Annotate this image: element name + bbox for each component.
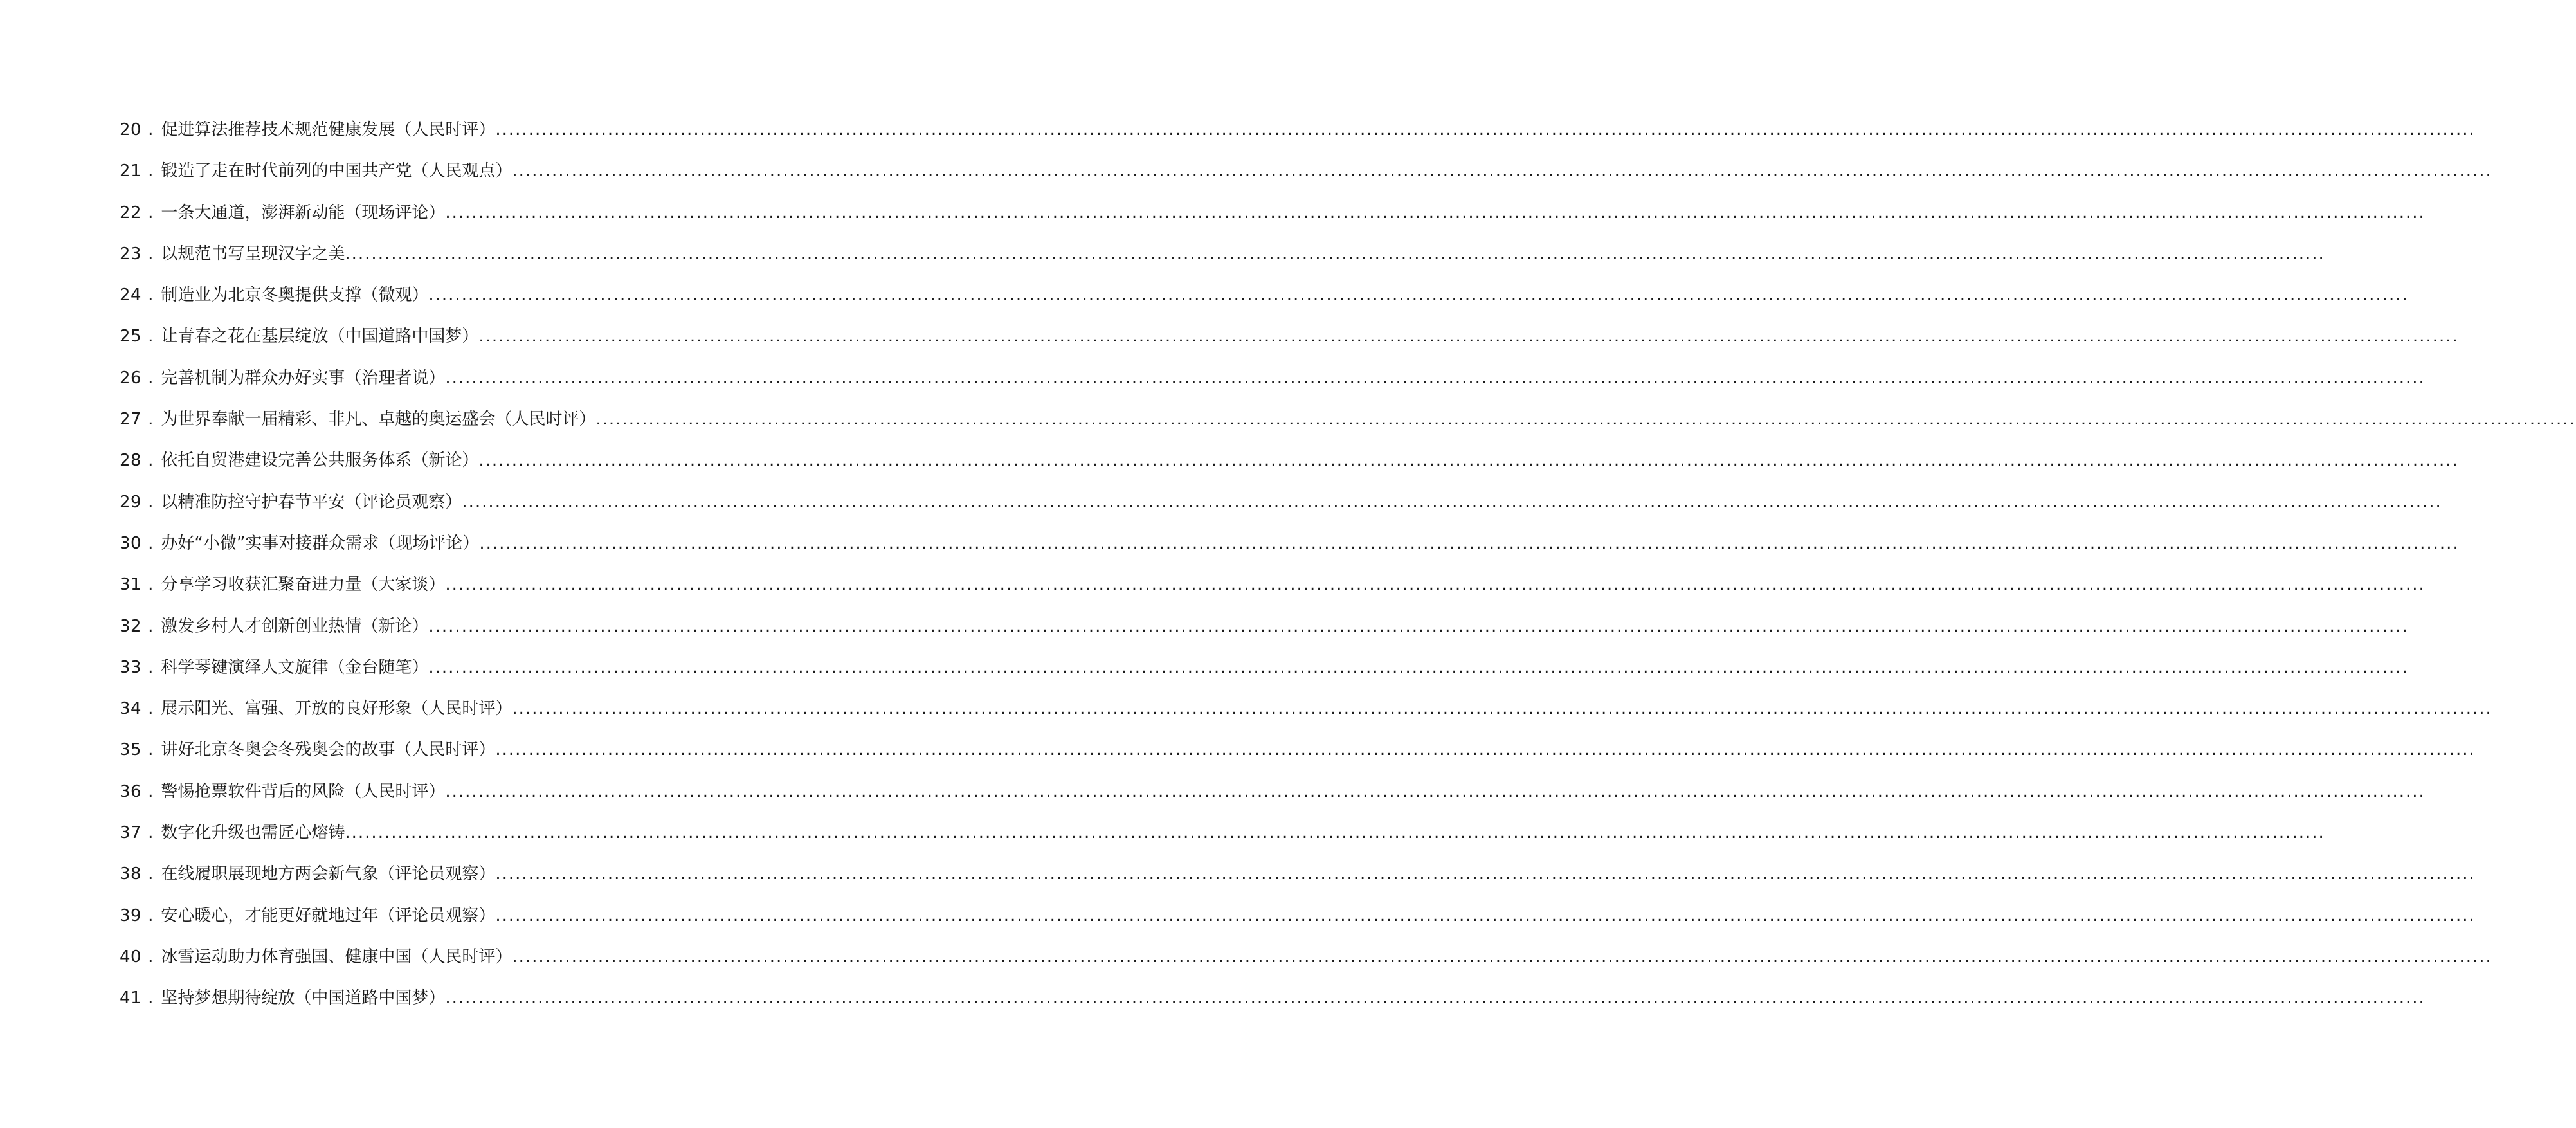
toc-entry-title: 促进算法推荐技术规范健康发展（人民时评） bbox=[161, 120, 496, 140]
toc-entry-number: 32 bbox=[120, 616, 142, 636]
toc-entry-title: 为世界奉献一届精彩、非凡、卓越的奥运盛会（人民时评） bbox=[161, 410, 596, 430]
toc-dot-leader: ............................................................................................................................................................................................................................................................................................................ bbox=[478, 451, 2459, 471]
toc-dot-leader: ............................................................................................................................................................................................................................................................................................................ bbox=[495, 864, 2476, 884]
toc-entry-separator: . bbox=[148, 905, 154, 925]
toc-entry-separator: . bbox=[148, 947, 154, 967]
toc-entry[interactable] bbox=[120, 316, 2459, 357]
toc-entry-title: 警惕抢票软件背后的风险（人民时评） bbox=[161, 781, 446, 801]
toc-entry-title: 以规范书写呈现汉字之美 bbox=[161, 244, 345, 264]
toc-entry-title: 在线履职展现地方两会新气象（评论员观察） bbox=[161, 864, 496, 884]
toc-entry[interactable] bbox=[120, 895, 2476, 936]
toc-entry-number: 27 bbox=[120, 410, 142, 430]
toc-entry-title: 让青春之花在基层绽放（中国道路中国梦） bbox=[161, 327, 479, 347]
toc-entry-number: 35 bbox=[120, 740, 142, 760]
toc-entry-number: 29 bbox=[120, 492, 142, 512]
toc-entry-title: 分享学习收获汇聚奋进力量（大家谈） bbox=[161, 575, 446, 595]
toc-dot-leader: ............................................................................................................................................................................................................................................................................................................ bbox=[445, 575, 2426, 595]
toc-dot-leader: ............................................................................................................................................................................................................................................................................................................ bbox=[428, 616, 2409, 636]
toc-entry-number: 26 bbox=[120, 368, 142, 388]
toc-entry-separator: . bbox=[148, 740, 154, 760]
toc-entry-title: 讲好北京冬奥会冬残奥会的故事（人民时评） bbox=[161, 740, 496, 760]
toc-entry-separator: . bbox=[148, 368, 154, 388]
toc-entry[interactable] bbox=[120, 853, 2476, 895]
toc-entry-separator: . bbox=[148, 327, 154, 347]
toc-entry[interactable] bbox=[120, 564, 2426, 605]
toc-entry-title: 激发乡村人才创新创业热情（新论） bbox=[161, 616, 429, 636]
toc-entry-title: 完善机制为群众办好实事（治理者说） bbox=[161, 368, 446, 388]
toc-entry-title: 安心暖心，才能更好就地过年（评论员观察） bbox=[161, 905, 496, 925]
toc-entry-number: 23 bbox=[120, 244, 142, 264]
toc-entry[interactable] bbox=[120, 729, 2476, 770]
toc-dot-leader: ............................................................................................................................................................................................................................................................................................................ bbox=[495, 740, 2476, 760]
toc-entry-number: 41 bbox=[120, 988, 142, 1008]
toc-entry-separator: . bbox=[148, 781, 154, 801]
toc-entry-number: 20 bbox=[120, 120, 142, 140]
toc-dot-leader: ............................................................................................................................................................................................................................................................................................................ bbox=[462, 492, 2442, 512]
toc-entry-number: 39 bbox=[120, 905, 142, 925]
toc-entry-separator: . bbox=[148, 864, 154, 884]
toc-entry-number: 37 bbox=[120, 823, 142, 843]
toc-dot-leader: ............................................................................................................................................................................................................................................................................................................ bbox=[445, 781, 2426, 801]
toc-entry-title: 科学琴键演绎人文旋律（金台随笔） bbox=[161, 657, 429, 677]
toc-entry[interactable] bbox=[120, 358, 2426, 399]
toc-entry-number: 34 bbox=[120, 699, 142, 719]
toc-entry-number: 30 bbox=[120, 533, 142, 553]
toc-entry-title: 展示阳光、富强、开放的良好形象（人民时评） bbox=[161, 699, 512, 719]
toc-entry[interactable] bbox=[120, 936, 2492, 978]
toc-entry-separator: . bbox=[148, 120, 154, 140]
toc-dot-leader: ............................................................................................................................................................................................................................................................................................................ bbox=[512, 699, 2492, 719]
toc-entry[interactable] bbox=[120, 978, 2426, 1019]
toc-entry-separator: . bbox=[148, 286, 154, 305]
toc-dot-leader: ............................................................................................................................................................................................................................................................................................................ bbox=[428, 657, 2409, 677]
toc-entry[interactable] bbox=[120, 606, 2409, 647]
table-of-contents bbox=[120, 109, 2576, 1019]
toc-entry-number: 21 bbox=[120, 161, 142, 181]
toc-dot-leader: ............................................................................................................................................................................................................................................................................................................ bbox=[345, 244, 2325, 264]
toc-entry-separator: . bbox=[148, 533, 154, 553]
toc-entry[interactable] bbox=[120, 647, 2409, 688]
toc-entry-number: 33 bbox=[120, 657, 142, 677]
toc-dot-leader: ............................................................................................................................................................................................................................................................................................................ bbox=[512, 947, 2492, 967]
toc-entry[interactable] bbox=[120, 150, 2492, 192]
toc-entry-title: 依托自贸港建设完善公共服务体系（新论） bbox=[161, 451, 479, 471]
toc-entry[interactable] bbox=[120, 523, 2460, 564]
toc-entry[interactable] bbox=[120, 440, 2459, 481]
toc-entry[interactable] bbox=[120, 688, 2492, 729]
toc-entry-title: 一条大通道，澎湃新动能（现场评论） bbox=[161, 203, 446, 223]
toc-entry-number: 40 bbox=[120, 947, 142, 967]
toc-dot-leader: ............................................................................................................................................................................................................................................................................................................ bbox=[478, 327, 2459, 347]
toc-dot-leader: ............................................................................................................................................................................................................................................................................................................ bbox=[495, 120, 2476, 140]
toc-entry-separator: . bbox=[148, 988, 154, 1008]
toc-entry-separator: . bbox=[148, 699, 154, 719]
toc-entry-title: 制造业为北京冬奥提供支撑（微观） bbox=[161, 286, 429, 305]
toc-entry-number: 28 bbox=[120, 451, 142, 471]
toc-entry[interactable] bbox=[120, 399, 2576, 440]
toc-dot-leader: ............................................................................................................................................................................................................................................................................................................ bbox=[479, 533, 2460, 553]
toc-entry-separator: . bbox=[148, 410, 154, 430]
toc-entry-separator: . bbox=[148, 203, 154, 223]
toc-entry-number: 38 bbox=[120, 864, 142, 884]
toc-dot-leader: ............................................................................................................................................................................................................................................................................................................ bbox=[445, 988, 2426, 1008]
toc-entry-title: 以精准防控守护春节平安（评论员观察） bbox=[161, 492, 462, 512]
toc-entry-separator: . bbox=[148, 492, 154, 512]
toc-entry-title: 坚持梦想期待绽放（中国道路中国梦） bbox=[161, 988, 446, 1008]
toc-entry-separator: . bbox=[148, 244, 154, 264]
toc-dot-leader: ............................................................................................................................................................................................................................................................................................................ bbox=[445, 368, 2426, 388]
toc-entry-separator: . bbox=[148, 616, 154, 636]
toc-entry[interactable] bbox=[120, 109, 2476, 150]
toc-dot-leader: ............................................................................................................................................................................................................................................................................................................ bbox=[595, 410, 2576, 430]
toc-entry[interactable] bbox=[120, 233, 2325, 275]
toc-entry-title: 办好“小微”实事对接群众需求（现场评论） bbox=[161, 533, 480, 553]
toc-entry[interactable] bbox=[120, 812, 2325, 853]
toc-dot-leader: ............................................................................................................................................................................................................................................................................................................ bbox=[345, 823, 2325, 843]
toc-entry-separator: . bbox=[148, 451, 154, 471]
toc-entry-number: 24 bbox=[120, 286, 142, 305]
toc-entry-number: 31 bbox=[120, 575, 142, 595]
toc-entry[interactable] bbox=[120, 482, 2442, 523]
toc-entry-separator: . bbox=[148, 161, 154, 181]
toc-entry-separator: . bbox=[148, 575, 154, 595]
toc-dot-leader: ............................................................................................................................................................................................................................................................................................................ bbox=[428, 286, 2409, 305]
toc-dot-leader: ............................................................................................................................................................................................................................................................................................................ bbox=[495, 905, 2476, 925]
toc-entry-number: 36 bbox=[120, 781, 142, 801]
toc-dot-leader: ............................................................................................................................................................................................................................................................................................................ bbox=[512, 161, 2492, 181]
toc-entry-title: 数字化升级也需匠心熔铸 bbox=[161, 823, 345, 843]
toc-entry-title: 冰雪运动助力体育强国、健康中国（人民时评） bbox=[161, 947, 512, 967]
toc-entry[interactable] bbox=[120, 275, 2409, 316]
toc-entry-separator: . bbox=[148, 823, 154, 843]
toc-entry-number: 22 bbox=[120, 203, 142, 223]
toc-entry-number: 25 bbox=[120, 327, 142, 347]
toc-entry[interactable] bbox=[120, 771, 2426, 812]
toc-entry[interactable] bbox=[120, 192, 2426, 233]
toc-dot-leader: ............................................................................................................................................................................................................................................................................................................ bbox=[445, 203, 2426, 223]
toc-entry-title: 锻造了走在时代前列的中国共产党（人民观点） bbox=[161, 161, 512, 181]
toc-entry-separator: . bbox=[148, 657, 154, 677]
